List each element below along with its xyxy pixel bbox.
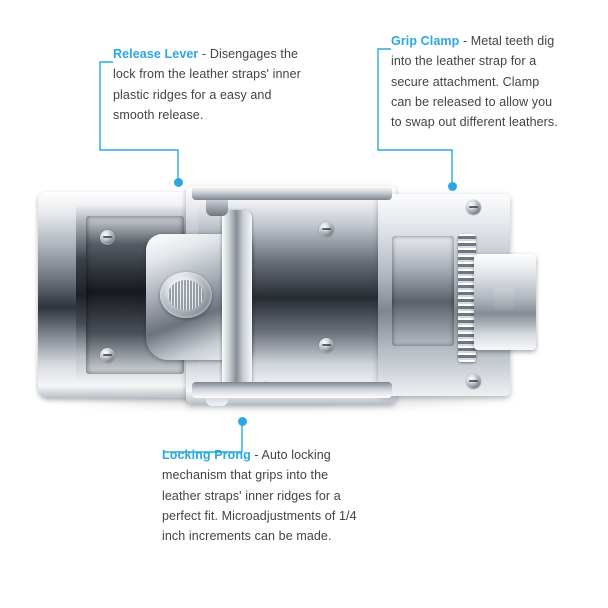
callout-title-locking-prong: Locking Prong (162, 448, 251, 462)
callout-locking-prong (162, 445, 367, 546)
screw-center-top (319, 222, 334, 237)
buckle-top-rail (192, 186, 392, 200)
screw-right-bottom (466, 374, 481, 389)
callout-title-grip-clamp: Grip Clamp (391, 34, 460, 48)
screw-left-bottom (100, 348, 115, 363)
callout-body-grip-clamp: Metal teeth dig into the leather strap for a secure attachment. Clamp can be released to allow you to swap out different leathers. (391, 34, 558, 129)
product-photo (26, 176, 556, 426)
callout-separator-release-lever: - (198, 47, 210, 61)
grip-clamp-logo-icon (494, 288, 514, 310)
screw-right-top (466, 200, 481, 215)
callout-separator-locking-prong: - (250, 448, 262, 462)
buckle-bottom-rail (192, 382, 392, 398)
release-lever-disc-ridges (168, 280, 204, 310)
marker-dot-grip-clamp (448, 182, 457, 191)
screw-left-top (100, 230, 115, 245)
callout-release-lever (113, 44, 309, 125)
screw-center-bottom (319, 338, 334, 353)
callout-body-release-lever: Disengages the lock from the leather straps' inner plastic ridges for a easy and smooth release. (113, 47, 301, 122)
callout-body-locking-prong: Auto locking mechanism that grips into the leather straps' inner ridges for a perfect fit. Microadjustments of 1/4 inch increments can be made. (162, 448, 357, 543)
locking-prong (222, 210, 252, 388)
callout-separator-grip-clamp: - (459, 34, 471, 48)
callout-title-release-lever: Release Lever (113, 47, 199, 61)
marker-dot-locking-prong (238, 417, 247, 426)
callout-grip-clamp (391, 31, 563, 132)
marker-dot-release-lever (174, 178, 183, 187)
buckle-right-window (392, 236, 454, 346)
